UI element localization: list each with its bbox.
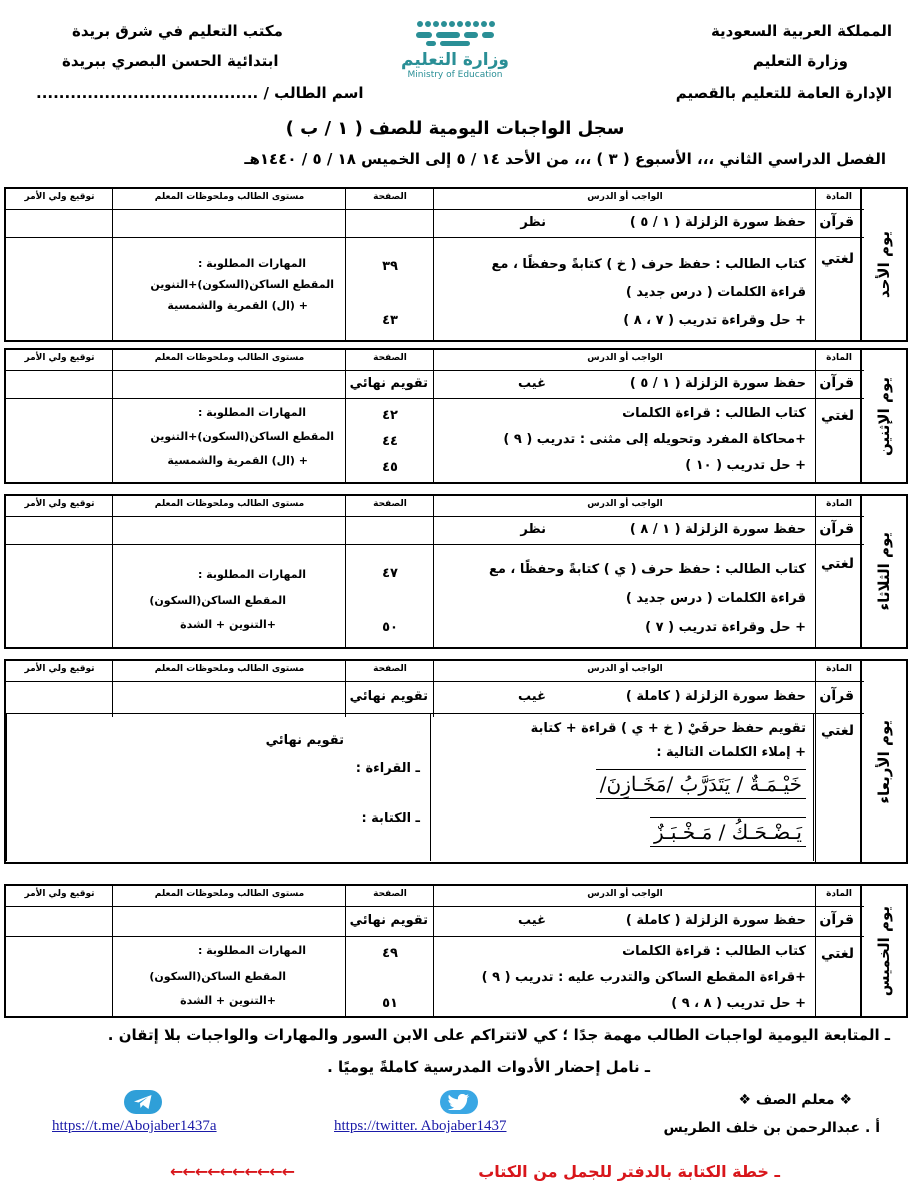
telegram-plane-icon bbox=[133, 1094, 153, 1110]
col-page: الصفحة bbox=[373, 664, 407, 674]
col-subject: المادة bbox=[826, 353, 852, 363]
logo-arabic-text: وزارة التعليم bbox=[401, 50, 509, 70]
subject-quran: قرآن bbox=[819, 688, 854, 704]
subject-lughati: لغتي bbox=[820, 251, 854, 267]
col-homework: الواجب أو الدرس bbox=[587, 192, 663, 202]
lughati-line-3: + حل تدريب ( ٨ ، ٩ ) bbox=[671, 996, 806, 1011]
writing-plan-note: ـ خطة الكتابة بالدفتر للجمل من الكتاب bbox=[478, 1162, 780, 1181]
page-subtitle: الفصل الدراسي الثاني ،،، الأسبوع ( ٣ ) ،،، من الأحد ١٤ / ٥ إلى الخميس ١٨ / ٥ / ١٤٤٠هـ bbox=[244, 150, 886, 168]
page-number: ٤٢ bbox=[382, 408, 398, 423]
page-number: ٤٤ bbox=[382, 434, 398, 449]
lughati-line-1: كتاب الطالب : حفظ حرف ( خ ) كتابةً وحفظًا ، مع bbox=[491, 257, 806, 272]
ministry-logo bbox=[380, 14, 530, 84]
day-block-thursday bbox=[4, 884, 908, 1018]
skills-note: +التنوين + الشدة bbox=[180, 618, 276, 631]
eval-reading: ـ القراءة : bbox=[355, 761, 420, 776]
final-evaluation: تقويم نهائي bbox=[349, 376, 428, 391]
page-number: ٤٥ bbox=[382, 460, 398, 475]
lughati-line-1: كتاب الطالب : قراءة الكلمات bbox=[622, 406, 806, 421]
lughati-line-1: كتاب الطالب : حفظ حرف ( ي ) كتابةً وحفظًا ، مع bbox=[488, 562, 806, 577]
subject-quran: قرآن bbox=[819, 912, 854, 928]
lughati-line-2: +محاكاة المفرد وتحويله إلى مثنى : تدريب ( ٩ ) bbox=[503, 432, 806, 447]
col-level: مستوى الطالب وملحوظات المعلم bbox=[154, 664, 305, 674]
col-signature: توقيع ولي الأمر bbox=[24, 353, 95, 363]
day-label: يوم الإثنين bbox=[860, 350, 906, 482]
page-number: ٤٧ bbox=[382, 566, 398, 581]
subject-quran: قرآن bbox=[819, 214, 854, 230]
quran-status: غيب bbox=[518, 376, 546, 391]
subject-lughati: لغتي bbox=[820, 946, 854, 962]
quran-status: غيب bbox=[518, 689, 546, 704]
footer-note-followup: ـ المتابعة اليومية لواجبات الطالب مهمة جدًا ؛ كي لاتتراكم على الابن السور والمهارات والواجبات بلا إتقان . bbox=[107, 1026, 890, 1044]
day-block-monday bbox=[4, 348, 908, 484]
lughati-line-2: + إملاء الكلمات التالية : bbox=[656, 745, 806, 760]
lughati-line-3: + حل وقراءة تدريب ( ٧ ) bbox=[645, 620, 806, 635]
quran-homework: حفظ سورة الزلزلة ( ١ / ٥ ) bbox=[629, 376, 806, 391]
header-ministry: وزارة التعليم bbox=[752, 52, 848, 70]
subject-quran: قرآن bbox=[819, 521, 854, 537]
quran-homework: حفظ سورة الزلزلة ( ١ / ٨ ) bbox=[629, 522, 806, 537]
col-subject: المادة bbox=[826, 499, 852, 509]
subject-lughati: لغتي bbox=[820, 723, 854, 739]
final-evaluation: تقويم نهائي bbox=[349, 913, 428, 928]
final-evaluation: تقويم نهائي bbox=[349, 689, 428, 704]
page-number: ٣٩ bbox=[382, 259, 398, 274]
quran-status: نظر bbox=[520, 215, 546, 230]
subject-lughati: لغتي bbox=[820, 408, 854, 424]
teacher-label: ❖ معلم الصف ❖ bbox=[738, 1092, 852, 1108]
col-level: مستوى الطالب وملحوظات المعلم bbox=[154, 353, 305, 363]
col-signature: توقيع ولي الأمر bbox=[24, 499, 95, 509]
col-level: مستوى الطالب وملحوظات المعلم bbox=[154, 889, 305, 899]
day-block-sunday bbox=[4, 187, 908, 342]
col-page: الصفحة bbox=[373, 353, 407, 363]
twitter-bird-icon bbox=[448, 1094, 470, 1110]
twitter-icon[interactable] bbox=[440, 1090, 478, 1114]
quran-homework: حفظ سورة الزلزلة ( كاملة ) bbox=[625, 689, 806, 704]
col-homework: الواجب أو الدرس bbox=[587, 889, 663, 899]
header-kingdom: المملكة العربية السعودية bbox=[710, 22, 892, 40]
subject-lughati: لغتي bbox=[820, 556, 854, 572]
col-page: الصفحة bbox=[373, 889, 407, 899]
lughati-line-2: قراءة الكلمات ( درس جديد ) bbox=[625, 591, 806, 606]
lughati-line-1: تقويم حفظ حرفَيْ ( خ + ي ) قراءة + كتابة bbox=[530, 721, 806, 736]
telegram-link[interactable]: https://t.me/Abojaber1437a bbox=[52, 1118, 217, 1134]
eval-title: تقويم نهائي bbox=[265, 733, 344, 748]
day-label: يوم الأحد bbox=[860, 189, 906, 340]
skills-note: المهارات المطلوبة : bbox=[197, 406, 306, 419]
col-signature: توقيع ولي الأمر bbox=[24, 664, 95, 674]
telegram-icon[interactable] bbox=[124, 1090, 162, 1114]
skills-note: + (ال) القمرية والشمسية bbox=[167, 454, 308, 467]
lughati-line-3: + حل وقراءة تدريب ( ٧ ، ٨ ) bbox=[623, 313, 806, 328]
col-page: الصفحة bbox=[373, 192, 407, 202]
skills-note: المقطع الساكن(السكون) bbox=[149, 594, 286, 607]
dictation-words-2: يَـضْـحَـكُ / مَـخْـبَـزٌ bbox=[650, 817, 806, 847]
header-student-name: اسم الطالب / ....................................... bbox=[36, 84, 364, 102]
day-label: يوم الأربعاء bbox=[860, 661, 906, 862]
page-number: ٥١ bbox=[382, 996, 398, 1011]
quran-status: نظر bbox=[520, 522, 546, 537]
dictation-words-1: خَيْـمَـةٌ / يَتَدَرَّبُ /مَخَـازِنَ/ bbox=[596, 769, 806, 799]
col-signature: توقيع ولي الأمر bbox=[24, 889, 95, 899]
col-page: الصفحة bbox=[373, 499, 407, 509]
col-homework: الواجب أو الدرس bbox=[587, 353, 663, 363]
lughati-line-2: قراءة الكلمات ( درس جديد ) bbox=[625, 285, 806, 300]
day-block-wednesday bbox=[4, 659, 908, 864]
lughati-line-1: كتاب الطالب : قراءة الكلمات bbox=[622, 944, 806, 959]
col-signature: توقيع ولي الأمر bbox=[24, 192, 95, 202]
header-office: مكتب التعليم في شرق بريدة bbox=[72, 22, 283, 40]
col-subject: المادة bbox=[826, 664, 852, 674]
col-level: مستوى الطالب وملحوظات المعلم bbox=[154, 192, 305, 202]
subject-quran: قرآن bbox=[819, 375, 854, 391]
skills-note: +التنوين + الشدة bbox=[180, 994, 276, 1007]
quran-homework: حفظ سورة الزلزلة ( ١ / ٥ ) bbox=[629, 215, 806, 230]
skills-note: المهارات المطلوبة : bbox=[197, 944, 306, 957]
footer-note-tools: ـ نامل إحضار الأدوات المدرسية كاملةً يوميًا . bbox=[327, 1058, 650, 1076]
skills-note: المهارات المطلوبة : bbox=[197, 568, 306, 581]
lughati-line-3: + حل تدريب ( ١٠ ) bbox=[685, 458, 806, 473]
day-label: يوم الخميس bbox=[860, 886, 906, 1016]
header-directorate: الإدارة العامة للتعليم بالقصيم bbox=[675, 84, 892, 102]
col-homework: الواجب أو الدرس bbox=[587, 664, 663, 674]
quran-homework: حفظ سورة الزلزلة ( كاملة ) bbox=[625, 913, 806, 928]
twitter-link[interactable]: https://twitter. Abojaber1437 bbox=[334, 1118, 507, 1134]
col-homework: الواجب أو الدرس bbox=[587, 499, 663, 509]
teacher-name: أ . عبدالرحمن بن خلف الطريس bbox=[663, 1120, 880, 1136]
page-title: سجل الواجبات اليومية للصف ( ١ / ب ) bbox=[285, 118, 625, 139]
skills-note: المقطع الساكن(السكون)+التنوين bbox=[150, 278, 334, 291]
logo-english-text: Ministry of Education bbox=[407, 70, 503, 80]
skills-note: + (ال) القمرية والشمسية bbox=[167, 299, 308, 312]
header-school: ابتدائية الحسن البصري ببريدة bbox=[62, 52, 279, 70]
page-number: ٤٩ bbox=[382, 946, 398, 961]
page-number: ٥٠ bbox=[382, 620, 398, 635]
page-number: ٤٣ bbox=[382, 313, 398, 328]
eval-writing: ـ الكتابة : bbox=[361, 811, 420, 826]
skills-note: المهارات المطلوبة : bbox=[197, 257, 306, 270]
lughati-line-2: +قراءة المقطع الساكن والتدرب عليه : تدريب ( ٩ ) bbox=[481, 970, 806, 985]
day-label: يوم الثلاثاء bbox=[860, 496, 906, 647]
col-subject: المادة bbox=[826, 192, 852, 202]
col-level: مستوى الطالب وملحوظات المعلم bbox=[154, 499, 305, 509]
writing-plan-arrows: ←←←←←←←←←← bbox=[170, 1162, 295, 1181]
ministry-logo-icon bbox=[380, 14, 530, 48]
skills-note: المقطع الساكن(السكون) bbox=[149, 970, 286, 983]
skills-note: المقطع الساكن(السكون)+التنوين bbox=[150, 430, 334, 443]
col-subject: المادة bbox=[826, 889, 852, 899]
day-block-tuesday bbox=[4, 494, 908, 649]
quran-status: غيب bbox=[518, 913, 546, 928]
